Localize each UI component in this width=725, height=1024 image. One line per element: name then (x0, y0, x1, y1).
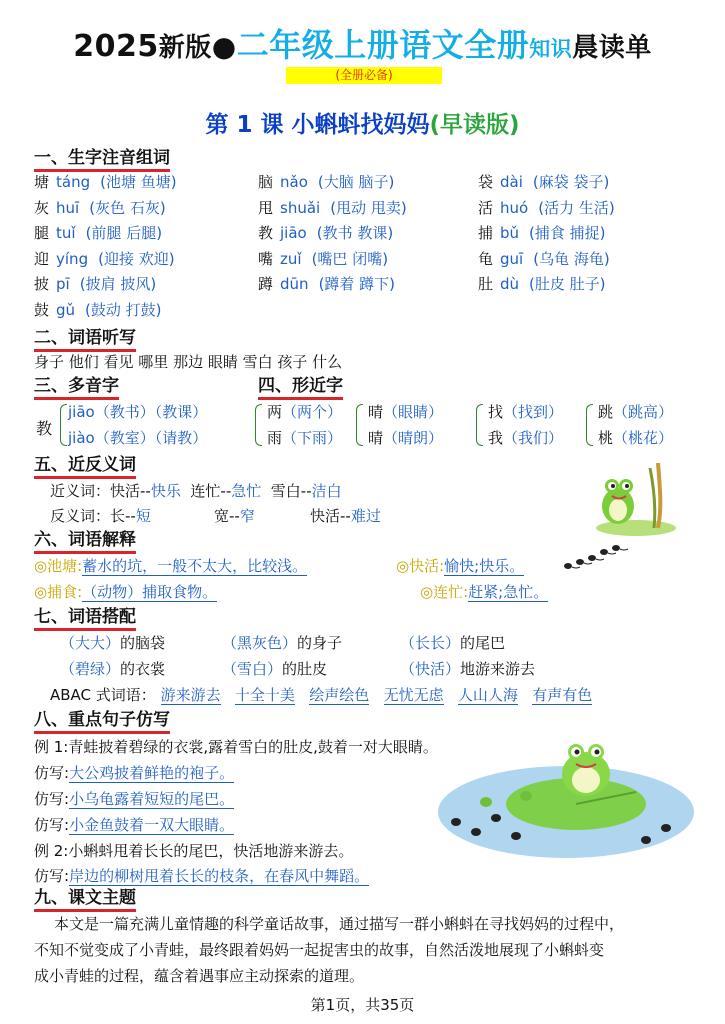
char-words: (捕食 捕捉) (529, 224, 606, 242)
similar-char-3-b: 我（我们） (488, 429, 564, 447)
char-entry (34, 249, 175, 269)
frog-illustration (588, 458, 684, 538)
char-words: (活力 生活) (538, 198, 615, 217)
section-heading-4: 四、形近字 (258, 376, 343, 400)
char: 龟 (478, 249, 494, 268)
char: 教 (258, 224, 274, 242)
char-words: (迎接 欢迎) (98, 249, 175, 268)
theme-line-1: 本文是一篇充满儿童情趣的科学童话故事，通过描写一群小蝌蚪在寻找妈妈的过程中， (54, 915, 625, 933)
pinyin: nǎo (280, 173, 308, 191)
polyphone-line-2: jiào（教室）（请教） (68, 429, 208, 447)
similar-bracket (476, 404, 483, 446)
char-words: (前腿 后腿) (85, 224, 163, 242)
explain-1: ◎池塘:蓄水的坑，一般不太大，比较浅。 (34, 557, 308, 575)
char-entry (258, 223, 393, 243)
antonyms-row: 反义词：长--短 (50, 507, 151, 525)
example-1: 例 1:青蛙披着碧绿的衣裳,露着雪白的肚皮,鼓着一对大眼睛。 (34, 738, 438, 756)
char-entry (34, 300, 162, 320)
polyphone-bracket (60, 404, 67, 446)
pinyin: dài (500, 173, 523, 191)
imitate-3: 仿写:小金鱼鼓着一双大眼睛。 (34, 816, 235, 834)
char-words: (鼓动 打鼓) (85, 300, 162, 319)
pinyin: huó (500, 198, 529, 217)
char-words: (大脑 脑子) (317, 173, 395, 191)
lesson-title: 第 1 课 小蝌蚪找妈妈(早读版) (205, 112, 520, 138)
char-words: (披肩 披风) (79, 275, 157, 293)
char: 脑 (258, 173, 274, 191)
char-entry (34, 223, 162, 243)
explain-4: ◎连忙:赶紧;急忙。 (420, 583, 549, 601)
char-entry (258, 198, 407, 218)
pinyin: shuǎi (280, 198, 321, 217)
char: 捕 (478, 224, 494, 242)
char-entry (258, 274, 395, 294)
colloc-5: （雪白）的肚皮 (222, 660, 328, 678)
abac-row: ABAC 式词语： 游来游去 十全十美 绘声绘色 无忧无虑 人山人海 有声有色 (50, 686, 593, 704)
pinyin: tuǐ (56, 224, 76, 242)
synonyms-row: 近义词：快活--快乐 连忙--急忙 雪白--洁白 (50, 482, 342, 500)
char: 披 (34, 275, 50, 293)
char-words: (教书 教课) (316, 224, 394, 242)
char: 鼓 (34, 300, 50, 319)
similar-bracket (255, 404, 262, 446)
pinyin: bǔ (500, 224, 520, 242)
char-entry (478, 223, 606, 243)
similar-char-4-a: 跳（跳高） (598, 403, 674, 421)
char-entry (478, 274, 606, 294)
similar-char-3-a: 找（找到） (488, 403, 564, 421)
similar-char-2-b: 晴（晴朗） (368, 429, 444, 447)
section-heading-7: 七、词语搭配 (34, 607, 136, 631)
section-heading-9: 九、课文主题 (34, 888, 136, 912)
pinyin: zuǐ (280, 249, 302, 268)
char: 肚 (478, 275, 494, 293)
char: 甩 (258, 198, 274, 217)
char: 蹲 (258, 275, 274, 293)
section-heading-6: 六、词语解释 (34, 530, 136, 554)
section-heading-2: 二、词语听写 (34, 328, 136, 352)
pinyin: dūn (280, 275, 309, 293)
pinyin: táng (56, 173, 91, 191)
required-tag: (全册必备) (286, 67, 442, 84)
char: 灰 (34, 198, 50, 217)
section-heading-1: 一、生字注音组词 (34, 148, 170, 172)
explain-2: ◎快活:愉快;快乐。 (396, 557, 525, 575)
char-words: (灰色 石灰) (89, 198, 166, 217)
section-heading-3: 三、多音字 (34, 376, 119, 400)
char-entry (478, 249, 610, 269)
antonym-3: 快活--难过 (310, 507, 381, 525)
imitate-4: 仿写:岸边的柳树甩着长长的枝条，在春风中舞蹈。 (34, 867, 370, 885)
char-words: (池塘 鱼塘) (100, 173, 177, 191)
similar-char-1-a: 两（两个） (267, 403, 343, 421)
colloc-3: （长长）的尾巴 (400, 634, 506, 652)
char: 袋 (478, 173, 494, 191)
page-footer: 第1页，共35页 (310, 996, 415, 1014)
document-title: 2025新版●二年级上册语文全册知识晨读单 (73, 26, 652, 64)
char: 活 (478, 198, 494, 217)
antonym-2: 宽--窄 (214, 507, 255, 525)
char: 嘴 (258, 249, 274, 268)
char-entry (478, 172, 609, 192)
pinyin: huī (56, 198, 80, 217)
section-heading-5: 五、近反义词 (34, 455, 136, 479)
pinyin: guī (500, 249, 524, 268)
pinyin: yíng (56, 249, 89, 268)
theme-line-2: 不知不觉变成了小青蛙，最终跟着妈妈一起捉害虫的故事，自然活泼地展现了小蝌蚪变 (34, 941, 605, 959)
similar-bracket (586, 404, 593, 446)
colloc-2: （黑灰色）的身子 (222, 634, 343, 652)
char-words: (甩动 甩卖) (330, 198, 407, 217)
pinyin: pī (56, 275, 70, 293)
char-entry (258, 249, 388, 269)
similar-char-2-a: 晴（眼睛） (368, 403, 444, 421)
colloc-4: （碧绿）的衣裳 (60, 660, 166, 678)
pinyin: dù (500, 275, 520, 293)
char: 迎 (34, 249, 50, 268)
char-words: (蹲着 蹲下) (318, 275, 396, 293)
char-words: (乌龟 海龟) (533, 249, 610, 268)
polyphone-line-1: jiāo（教书）（教课） (68, 403, 208, 421)
pinyin: jiāo (280, 224, 307, 242)
char-entry (258, 172, 394, 192)
char-words: (麻袋 袋子) (532, 173, 610, 191)
example-2: 例 2:小蝌蚪甩着长长的尾巴，快活地游来游去。 (34, 842, 354, 860)
explain-3: ◎捕食:（动物）捕取食物。 (34, 583, 218, 601)
colloc-1: （大大）的脑袋 (60, 634, 166, 652)
char-entry (34, 198, 166, 218)
char-words: (嘴巴 闭嘴) (311, 249, 389, 268)
imitate-2: 仿写:小乌龟露着短短的尾巴。 (34, 790, 235, 808)
char: 腿 (34, 224, 50, 242)
colloc-6: （快活）地游来游去 (400, 660, 536, 678)
char-entry (34, 172, 177, 192)
imitate-1: 仿写:大公鸡披着鲜艳的袍子。 (34, 764, 235, 782)
char-entry (478, 198, 615, 218)
char-entry (34, 274, 156, 294)
char: 塘 (34, 173, 50, 191)
char-words: (肚皮 肚子) (529, 275, 606, 293)
frog-lilypad-illustration (426, 712, 696, 872)
pinyin: gǔ (56, 300, 76, 319)
polyphone-char: 教 (36, 419, 53, 438)
similar-char-1-b: 雨（下雨） (267, 429, 343, 447)
theme-line-3: 成小青蛙的过程，蕴含着遇事应主动探索的道理。 (34, 967, 365, 985)
section-heading-8: 八、重点句子仿写 (34, 710, 170, 734)
tadpoles-illustration (560, 540, 630, 576)
dictation-words: 身子 他们 看见 哪里 那边 眼睛 雪白 孩子 什么 (34, 353, 343, 371)
similar-bracket (356, 404, 363, 446)
similar-char-4-b: 桃（桃花） (598, 429, 674, 447)
